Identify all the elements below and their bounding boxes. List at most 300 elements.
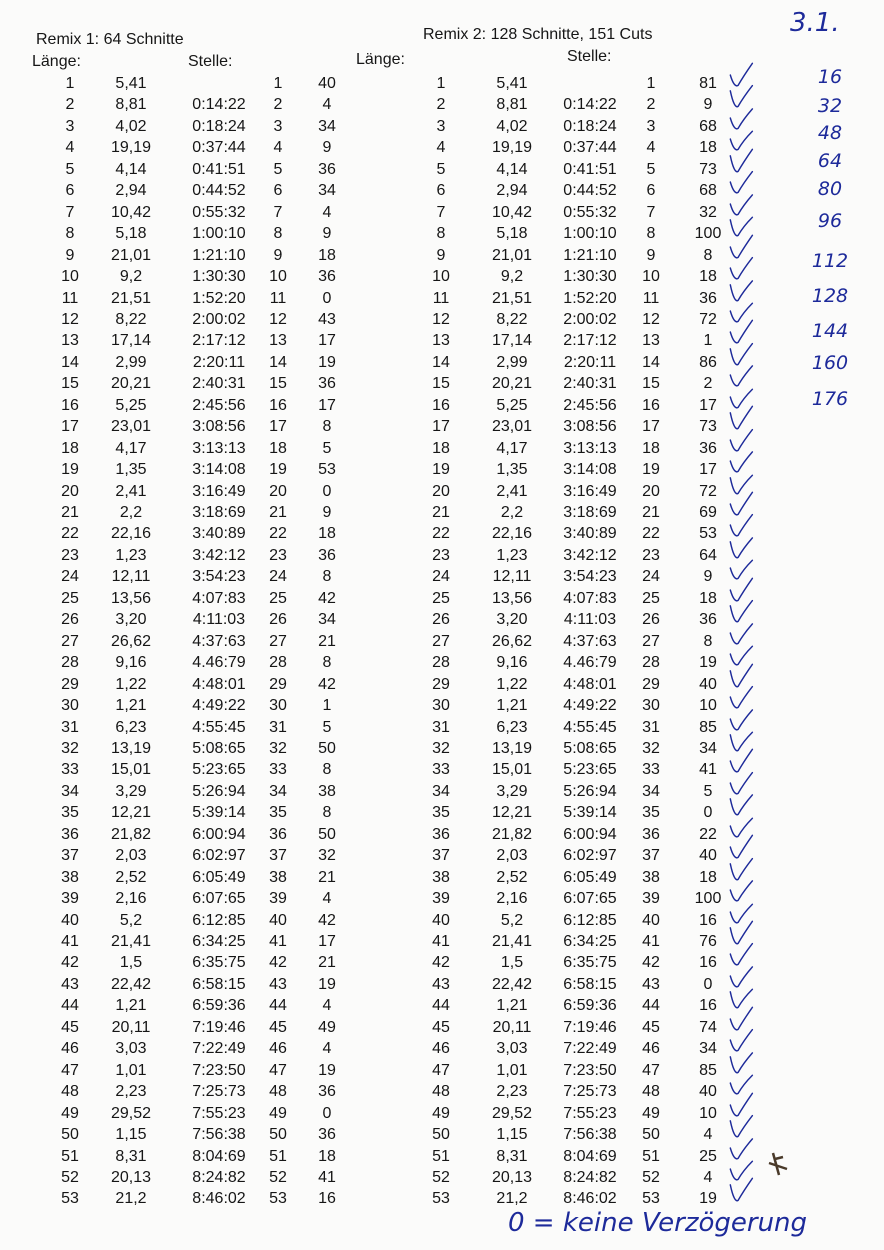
- remix1-cell-length: 15,01: [110, 761, 152, 779]
- remix1-cell-index2: 48: [269, 1083, 287, 1101]
- remix2-cell-value: 9: [703, 96, 713, 114]
- remix1-cell-length: 3,20: [115, 611, 147, 629]
- remix1-cell-length: 5,2: [119, 911, 143, 929]
- remix1-cell-stelle: 7:23:50: [192, 1061, 246, 1079]
- remix1-cell-length: 5,41: [115, 75, 147, 92]
- remix1-cell-value: 18: [318, 246, 336, 264]
- remix2-cell-value: 85: [699, 718, 717, 736]
- remix2-cell-index: 16: [432, 396, 450, 414]
- remix1-cell-index: 37: [61, 847, 79, 865]
- remix2-cell-index2: 49: [642, 1104, 660, 1122]
- remix2-cell-index2: 50: [642, 1126, 660, 1144]
- remix1-cell-stelle: 7:25:73: [192, 1083, 246, 1101]
- remix1-cell-index2: 42: [269, 954, 287, 972]
- remix2-cell-value: 22: [699, 825, 717, 843]
- remix2-cell-index2: 43: [642, 975, 660, 993]
- remix2-cell-index: 10: [432, 268, 450, 286]
- remix2-cell-length: 2,23: [496, 1083, 528, 1101]
- remix2-cell-index2: 53: [642, 1190, 660, 1208]
- remix1-cell-index2: 29: [269, 675, 287, 693]
- remix1-cell-index: 24: [61, 568, 79, 586]
- remix2-cell-value: 32: [699, 203, 717, 221]
- remix2-cell-stelle: 8:24:82: [563, 1168, 617, 1186]
- remix2-cell-index2: 20: [642, 482, 660, 500]
- remix2-cell-index2: 29: [642, 675, 660, 693]
- remix1-cell-value: 9: [322, 225, 332, 243]
- remix1-cell-index: 36: [61, 825, 79, 843]
- margin-count: 96: [817, 210, 843, 232]
- remix1-cell-value: 8: [322, 654, 332, 672]
- remix1-cell-stelle: 4:11:03: [192, 611, 246, 629]
- remix1-cell-length: 1,35: [115, 461, 147, 479]
- remix1-cell-length: 12,11: [111, 568, 151, 586]
- remix2-cell-value: 9: [703, 568, 713, 586]
- remix2-cell-length: 2,41: [496, 482, 528, 500]
- remix1-cell-index2: 10: [269, 268, 287, 286]
- remix1-cell-stelle: 1:52:20: [192, 289, 246, 307]
- remix1-cell-index2: 34: [269, 782, 287, 800]
- remix1-cell-index: 11: [61, 289, 79, 307]
- remix1-cell-value: 49: [318, 1018, 336, 1036]
- remix2-cell-value: 18: [699, 268, 717, 286]
- remix1-cell-index2: 39: [269, 890, 287, 908]
- remix2-cell-index: 5: [436, 160, 446, 178]
- remix2-cell-length: 3,03: [496, 1040, 528, 1058]
- remix2-cell-stelle: 6:12:85: [563, 911, 617, 929]
- remix1-cell-stelle: 4:37:63: [192, 632, 246, 650]
- remix2-cell-stelle: 4:11:03: [563, 611, 617, 629]
- remix2-cell-index2: 3: [646, 117, 656, 135]
- remix1-cell-index: 22: [61, 525, 79, 543]
- remix2-cell-index2: 16: [642, 396, 660, 414]
- remix1-cell-length: 2,23: [115, 1083, 147, 1101]
- remix1-cell-index2: 23: [269, 546, 287, 564]
- remix1-cell-index2: 52: [269, 1168, 287, 1186]
- remix1-cell-index2: 5: [273, 160, 283, 178]
- remix2-cell-value: 16: [699, 911, 717, 929]
- remix2-cell-value: 10: [699, 697, 717, 715]
- remix2-cell-length: 1,15: [496, 1126, 528, 1144]
- remix1-cell-stelle: 2:45:56: [192, 396, 246, 414]
- remix2-cell-length: 2,03: [496, 847, 528, 865]
- remix1-cell-value: 4: [322, 890, 332, 908]
- remix2-cell-value: 16: [699, 997, 717, 1015]
- remix2-cell-value: 100: [694, 890, 722, 908]
- remix2-cell-value: 0: [703, 804, 713, 822]
- remix2-cell-index: 4: [436, 139, 446, 157]
- remix2-cell-stelle: 6:58:15: [563, 975, 617, 993]
- remix1-cell-stelle: 6:05:49: [192, 868, 246, 886]
- remix2-cell-stelle: 1:00:10: [563, 225, 617, 243]
- remix1-cell-value: 42: [318, 675, 336, 693]
- remix1-cell-stelle: 0:41:51: [192, 160, 246, 178]
- remix2-cell-value: 0: [703, 975, 713, 993]
- margin-count: 48: [817, 122, 843, 144]
- remix2-cell-value: 69: [699, 504, 717, 521]
- remix1-cell-value: 40: [318, 75, 336, 92]
- remix1-cell-value: 42: [318, 589, 336, 607]
- remix1-cell-value: 9: [322, 139, 332, 157]
- remix2-cell-stelle: 6:00:94: [563, 825, 617, 843]
- remix1-cell-index2: 43: [269, 975, 287, 993]
- margin-count: 112: [811, 250, 849, 272]
- remix1-cell-stelle: 3:54:23: [192, 568, 246, 586]
- remix1-cell-value: 19: [318, 1061, 336, 1079]
- remix2-cell-value: 72: [699, 482, 717, 500]
- remix1-cell-value: 21: [318, 632, 336, 650]
- remix1-cell-length: 1,21: [115, 997, 147, 1015]
- remix2-cell-length: 20,13: [491, 1168, 533, 1186]
- remix2-cell-index2: 40: [642, 911, 660, 929]
- remix2-cell-stelle: 0:37:44: [563, 139, 617, 157]
- remix2-cell-length: 2,2: [500, 504, 524, 521]
- remix2-cell-length: 12,21: [491, 804, 533, 822]
- remix1-cell-value: 38: [318, 782, 336, 800]
- remix1-cell-value: 4: [322, 1040, 332, 1058]
- remix2-cell-index: 36: [432, 825, 450, 843]
- remix2-cell-stelle: 2:20:11: [563, 353, 617, 371]
- remix2-cell-index2: 47: [642, 1061, 660, 1079]
- remix2-cell-index2: 46: [642, 1040, 660, 1058]
- remix2-cell-length: 3,20: [496, 611, 528, 629]
- remix2-cell-index: 6: [436, 182, 446, 200]
- remix1-cell-index2: 17: [269, 418, 287, 436]
- remix1-cell-stelle: 3:16:49: [192, 482, 246, 500]
- remix2-cell-value: 19: [699, 654, 717, 672]
- remix1-cell-index: 43: [61, 975, 79, 993]
- remix2-cell-stelle: 4:48:01: [563, 675, 617, 693]
- remix2-cell-stelle: 4:55:45: [563, 718, 617, 736]
- remix2-cell-index2: 1: [646, 75, 656, 92]
- remix1-cell-index2: 8: [273, 225, 283, 243]
- remix2-cell-index2: 38: [642, 868, 660, 886]
- remix2-cell-index: 26: [432, 611, 450, 629]
- remix2-cell-index2: 7: [646, 203, 656, 221]
- remix1-cell-index2: 2: [273, 96, 283, 114]
- remix2-cell-index: 49: [432, 1104, 450, 1122]
- remix2-cell-index2: 13: [642, 332, 660, 350]
- remix2-cell-index: 32: [432, 739, 450, 757]
- remix1-cell-index2: 15: [269, 375, 287, 393]
- remix2-cell-index: 13: [432, 332, 450, 350]
- remix1-cell-value: 8: [322, 761, 332, 779]
- remix2-cell-index2: 2: [646, 96, 656, 114]
- remix1-cell-length: 4,17: [115, 439, 147, 457]
- remix2-cell-stelle: 4.46:79: [563, 654, 617, 672]
- remix2-cell-stelle: 3:18:69: [563, 504, 617, 521]
- remix2-cell-index: 40: [432, 911, 450, 929]
- remix1-cell-index: 15: [61, 375, 79, 393]
- remix1-cell-length: 19,19: [110, 139, 152, 157]
- remix1-cell-value: 36: [318, 546, 336, 564]
- remix1-cell-index2: 30: [269, 697, 287, 715]
- remix2-cell-length: 12,11: [492, 568, 532, 586]
- remix1-cell-value: 17: [318, 933, 336, 950]
- remix2-cell-stelle: 0:44:52: [563, 182, 617, 200]
- remix2-cell-value: 25: [699, 1147, 717, 1165]
- remix1-cell-stelle: 1:21:10: [192, 246, 246, 264]
- remix2-cell-length: 1,5: [500, 954, 524, 972]
- remix1-cell-length: 8,81: [115, 96, 147, 114]
- remix1-cell-index: 34: [61, 782, 79, 800]
- remix1-cell-stelle: 8:46:02: [192, 1190, 246, 1208]
- remix2-cell-index2: 21: [642, 504, 660, 521]
- remix1-cell-value: 16: [318, 1190, 336, 1208]
- remix1-cell-index2: 32: [269, 739, 287, 757]
- remix2-cell-index: 53: [432, 1190, 450, 1208]
- remix2-cell-stelle: 2:40:31: [563, 375, 617, 393]
- remix1-cell-length: 1,21: [115, 697, 147, 715]
- remix2-cell-index: 46: [432, 1040, 450, 1058]
- remix2-cell-value: 40: [699, 675, 717, 693]
- remix1-cell-value: 4: [322, 96, 332, 114]
- remix1-cell-index: 39: [61, 890, 79, 908]
- remix1-cell-index2: 47: [269, 1061, 287, 1079]
- remix1-cell-length: 1,23: [115, 546, 147, 564]
- remix1-cell-stelle: 7:55:23: [192, 1104, 246, 1122]
- remix1-cell-stelle: 0:55:32: [192, 203, 246, 221]
- remix2-cell-length: 21,2: [496, 1190, 528, 1208]
- remix2-cell-length: 17,14: [491, 332, 533, 350]
- remix1-cell-index: 49: [61, 1104, 79, 1122]
- remix2-cell-stelle: 0:14:22: [563, 96, 617, 114]
- remix2-cell-stelle: 2:00:02: [563, 310, 617, 328]
- remix1-cell-index2: 38: [269, 868, 287, 886]
- remix1-cell-index2: 25: [269, 589, 287, 607]
- remix2-cell-stelle: 4:37:63: [563, 632, 617, 650]
- remix2-cell-value: 10: [699, 1104, 717, 1122]
- remix2-cell-value: 76: [699, 933, 717, 950]
- remix2-cell-stelle: 1:21:10: [563, 246, 617, 264]
- remix2-cell-value: 17: [699, 461, 717, 479]
- remix1-cell-value: 4: [322, 997, 332, 1015]
- remix1-cell-index: 13: [61, 332, 79, 350]
- margin-count: 176: [811, 388, 849, 410]
- remix2-cell-length: 9,16: [496, 654, 528, 672]
- remix2-cell-length: 20,21: [491, 375, 533, 393]
- remix1-cell-index: 51: [61, 1147, 79, 1165]
- remix2-cell-length: 29,52: [491, 1104, 533, 1122]
- remix2-cell-index: 17: [432, 418, 450, 436]
- remix2-cell-length: 1,21: [496, 997, 528, 1015]
- remix2-cell-index: 34: [432, 782, 450, 800]
- remix2-cell-length: 22,42: [491, 975, 533, 993]
- margin-count: 128: [811, 285, 849, 307]
- remix1-cell-index: 40: [61, 911, 79, 929]
- remix1-cell-value: 0: [322, 482, 332, 500]
- remix2-cell-value: 73: [699, 418, 717, 436]
- remix1-cell-length: 8,22: [115, 310, 147, 328]
- remix2-cell-index2: 11: [642, 289, 660, 307]
- remix1-cell-index: 32: [61, 739, 79, 757]
- remix1-cell-value: 18: [318, 525, 336, 543]
- remix2-cell-value: 18: [699, 139, 717, 157]
- remix2-cell-index: 7: [436, 203, 446, 221]
- remix2-cell-stelle: 7:25:73: [563, 1083, 617, 1101]
- remix2-cell-length: 3,29: [496, 782, 528, 800]
- remix2-cell-value: 5: [703, 782, 713, 800]
- remix1-cell-value: 50: [318, 739, 336, 757]
- remix1-cell-index2: 19: [269, 461, 287, 479]
- remix2-cell-index: 22: [432, 525, 450, 543]
- remix2-cell-value: 4: [703, 1168, 713, 1186]
- remix2-cell-value: 18: [699, 868, 717, 886]
- remix1-cell-index: 3: [65, 117, 75, 135]
- remix1-cell-length: 2,94: [115, 182, 147, 200]
- remix2-cell-value: 1: [703, 332, 713, 350]
- remix1-cell-value: 5: [322, 439, 332, 457]
- remix1-cell-index: 29: [61, 675, 79, 693]
- remix1-cell-index: 12: [61, 310, 79, 328]
- remix2-cell-index2: 35: [642, 804, 660, 822]
- remix2-cell-index: 51: [432, 1147, 450, 1165]
- remix2-cell-index2: 19: [642, 461, 660, 479]
- remix1-cell-length: 21,41: [110, 933, 152, 950]
- remix2-cell-value: 53: [699, 525, 717, 543]
- remix1-cell-length: 4,02: [115, 117, 147, 135]
- remix2-cell-index: 18: [432, 439, 450, 457]
- remix1-cell-stelle: 5:23:65: [192, 761, 246, 779]
- remix2-cell-value: 16: [699, 954, 717, 972]
- remix2-cell-value: 34: [699, 1040, 717, 1058]
- remix1-cell-index2: 46: [269, 1040, 287, 1058]
- remix1-cell-length: 22,16: [110, 525, 152, 543]
- remix2-cell-value: 68: [699, 182, 717, 200]
- remix2-cell-stelle: 0:41:51: [563, 160, 617, 178]
- remix2-cell-value: 40: [699, 1083, 717, 1101]
- remix2-cell-length: 1,21: [496, 697, 528, 715]
- remix2-cell-length: 13,56: [491, 589, 533, 607]
- remix2-cell-index2: 12: [642, 310, 660, 328]
- remix1-cell-index: 9: [65, 246, 75, 264]
- remix2-cell-stelle: 1:52:20: [563, 289, 617, 307]
- remix2-cell-length: 8,31: [496, 1147, 528, 1165]
- remix2-cell-stelle: 7:22:49: [563, 1040, 617, 1058]
- remix1-cell-index: 38: [61, 868, 79, 886]
- remix2-cell-stelle: 3:40:89: [563, 525, 617, 543]
- remix2-cell-index: 21: [432, 504, 450, 521]
- remix1-cell-stelle: 7:19:46: [192, 1018, 246, 1036]
- remix2-cell-value: 36: [699, 439, 717, 457]
- remix1-cell-value: 19: [318, 353, 336, 371]
- remix1-cell-index: 53: [61, 1190, 79, 1208]
- remix1-cell-length: 20,11: [111, 1018, 151, 1036]
- remix1-cell-stelle: 8:24:82: [192, 1168, 246, 1186]
- remix2-cell-index: 37: [432, 847, 450, 865]
- remix1-cell-index: 30: [61, 697, 79, 715]
- remix1-title: Remix 1: 64 Schnitte: [36, 31, 184, 48]
- remix2-title: Remix 2: 128 Schnitte, 151 Cuts: [423, 26, 653, 43]
- remix2-cell-value: 2: [703, 375, 713, 393]
- margin-count: 80: [817, 178, 843, 200]
- remix2-cell-stelle: 7:23:50: [563, 1061, 617, 1079]
- remix1-cell-index2: 24: [269, 568, 287, 586]
- margin-count: 64: [817, 150, 843, 172]
- remix2-cell-stelle: 4:49:22: [563, 697, 617, 715]
- ink-blot-icon: [735, 1145, 795, 1185]
- remix2-cell-index2: 24: [642, 568, 660, 586]
- remix1-cell-value: 32: [318, 847, 336, 865]
- remix2-cell-index: 3: [436, 117, 446, 135]
- remix1-cell-value: 42: [318, 911, 336, 929]
- remix1-cell-index: 26: [61, 611, 79, 629]
- remix1-cell-index: 52: [61, 1168, 79, 1186]
- remix1-cell-length: 12,21: [110, 804, 152, 822]
- remix2-cell-value: 41: [699, 761, 717, 779]
- remix2-cell-index2: 6: [646, 182, 656, 200]
- remix2-cell-index: 45: [432, 1018, 450, 1036]
- remix2-cell-stelle: 1:30:30: [563, 268, 617, 286]
- handwritten-footnote: 0 = keine Verzögerung: [508, 1208, 808, 1238]
- remix1-cell-index2: 50: [269, 1126, 287, 1144]
- remix1-cell-stelle: 2:40:31: [192, 375, 246, 393]
- remix2-cell-stelle: 6:34:25: [563, 933, 617, 950]
- remix1-cell-length: 2,99: [115, 353, 147, 371]
- remix2-cell-value: 8: [703, 246, 713, 264]
- remix2-cell-index: 24: [432, 568, 450, 586]
- remix1-cell-stelle: 3:42:12: [192, 546, 246, 564]
- remix1-cell-index: 23: [61, 546, 79, 564]
- remix1-cell-length: 8,31: [115, 1147, 147, 1165]
- remix1-cell-index2: 4: [273, 139, 283, 157]
- remix2-cell-length: 21,01: [491, 246, 533, 264]
- remix1-cell-index2: 20: [269, 482, 287, 500]
- remix1-cell-length: 5,25: [115, 396, 147, 414]
- remix1-cell-stelle: 6:59:36: [192, 997, 246, 1015]
- margin-count: 16: [817, 66, 843, 88]
- remix2-cell-length: 21,82: [491, 825, 533, 843]
- remix2-cell-index: 42: [432, 954, 450, 972]
- remix2-cell-length: 2,94: [496, 182, 528, 200]
- remix1-cell-stelle: 4:07:83: [192, 589, 246, 607]
- remix1-cell-value: 21: [318, 868, 336, 886]
- remix2-cell-stelle: 6:59:36: [563, 997, 617, 1015]
- remix2-cell-stelle: 3:13:13: [563, 439, 617, 457]
- remix1-cell-length: 23,01: [110, 418, 152, 436]
- remix2-cell-stelle: 5:26:94: [563, 782, 617, 800]
- remix1-cell-index2: 3: [273, 117, 283, 135]
- remix2-header-stelle: Stelle:: [567, 48, 612, 65]
- margin-count: 160: [811, 352, 849, 374]
- remix1-cell-index2: 18: [269, 439, 287, 457]
- remix2-cell-length: 9,2: [500, 268, 524, 286]
- remix2-cell-stelle: 5:23:65: [563, 761, 617, 779]
- remix2-cell-stelle: 7:56:38: [563, 1126, 617, 1144]
- remix2-cell-length: 10,42: [491, 203, 533, 221]
- remix1-cell-index: 7: [65, 203, 75, 221]
- remix2-cell-length: 4,17: [496, 439, 528, 457]
- remix1-cell-length: 1,5: [119, 954, 143, 972]
- remix1-cell-index: 31: [61, 718, 79, 736]
- remix2-cell-index: 14: [432, 353, 450, 371]
- remix1-cell-index2: 31: [269, 718, 287, 736]
- remix2-header-length: Länge:: [356, 51, 405, 68]
- remix2-cell-value: 74: [699, 1018, 717, 1036]
- remix2-cell-stelle: 7:55:23: [563, 1104, 617, 1122]
- remix1-cell-index2: 12: [269, 310, 287, 328]
- remix1-cell-length: 29,52: [110, 1104, 152, 1122]
- remix2-cell-length: 2,99: [496, 353, 528, 371]
- remix1-cell-length: 9,16: [115, 654, 147, 672]
- remix1-cell-index2: 49: [269, 1104, 287, 1122]
- remix2-cell-length: 5,2: [500, 911, 524, 929]
- remix2-cell-length: 22,16: [491, 525, 533, 543]
- remix1-cell-index2: 27: [269, 632, 287, 650]
- remix2-cell-index: 19: [432, 461, 450, 479]
- remix2-cell-length: 20,11: [492, 1018, 532, 1036]
- remix2-cell-stelle: 3:16:49: [563, 482, 617, 500]
- remix1-cell-stelle: 5:39:14: [192, 804, 246, 822]
